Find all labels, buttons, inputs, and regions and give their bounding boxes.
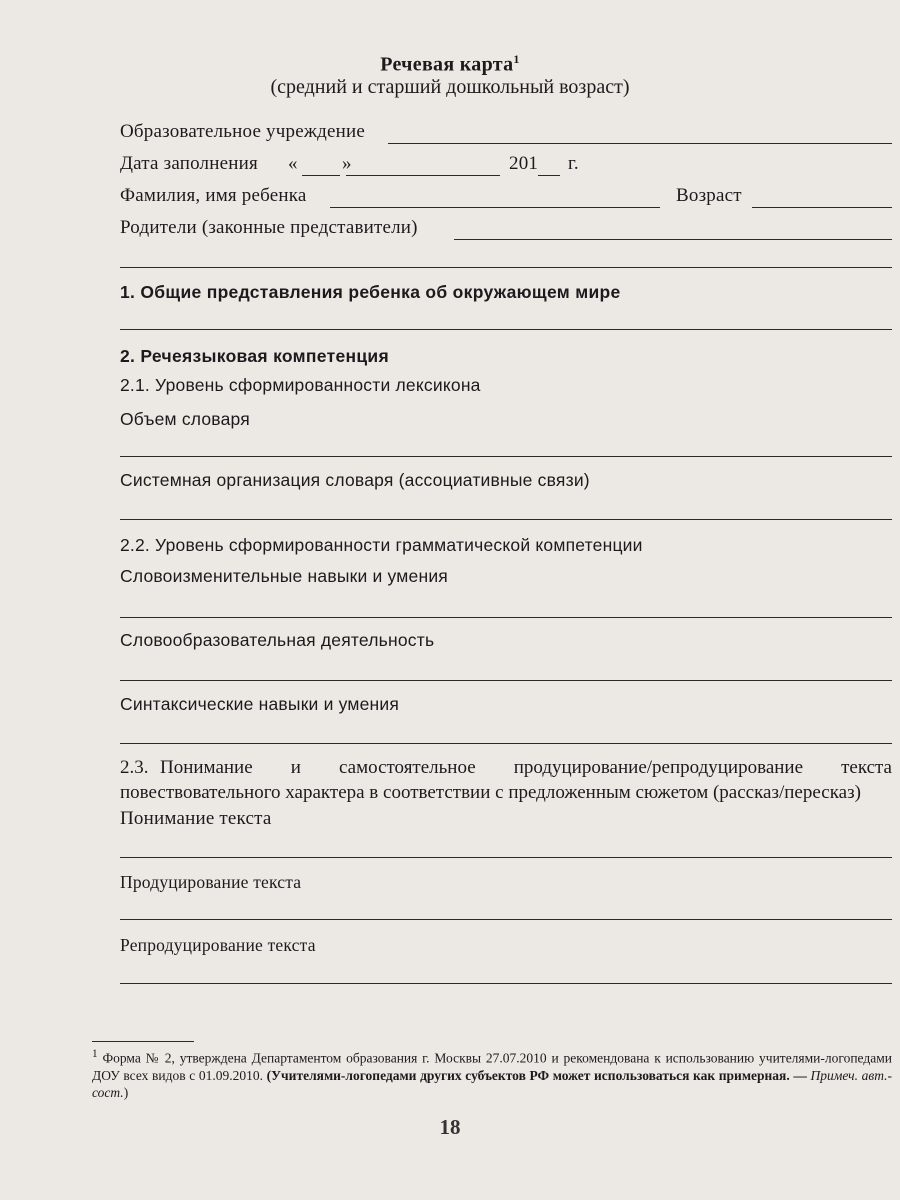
- production-label: Продуцирование текста: [120, 872, 302, 892]
- date-day-field[interactable]: [302, 175, 340, 176]
- word-formation-field[interactable]: [120, 680, 892, 681]
- child-name-field[interactable]: [330, 207, 660, 208]
- parents-field-continued[interactable]: [120, 267, 892, 268]
- date-close-quote: »: [342, 153, 352, 174]
- syntax-label: Синтаксические навыки и умения: [120, 694, 400, 714]
- child-name-row: [120, 184, 892, 210]
- vocab-volume-field[interactable]: [120, 456, 892, 457]
- vocab-system-label: Системная организация словаря (ассоциативные связи): [120, 470, 590, 490]
- date-row: [120, 152, 892, 178]
- parents-label: Родители (законные представители): [120, 217, 418, 238]
- page-number: 18: [439, 1115, 461, 1139]
- comprehension-field[interactable]: [120, 857, 892, 858]
- comprehension-label: Понимание текста: [120, 808, 272, 829]
- age-field[interactable]: [752, 207, 892, 208]
- reproduction-label: Репродуцирование текста: [120, 935, 316, 955]
- reproduction-field[interactable]: [120, 983, 892, 984]
- parents-field[interactable]: [454, 239, 892, 240]
- date-label: Дата заполнения: [120, 153, 258, 174]
- inflection-field[interactable]: [120, 617, 892, 618]
- date-month-field[interactable]: [346, 175, 500, 176]
- section-2-heading: 2. Речеязыковая компетенция: [120, 346, 389, 366]
- syntax-field[interactable]: [120, 743, 892, 744]
- date-year-field[interactable]: [538, 175, 560, 176]
- section-2-2-heading: 2.2. Уровень сформированности грамматической компетенции: [120, 535, 643, 555]
- vocab-volume-label: Объем словаря: [120, 409, 250, 429]
- footnote-rule: [92, 1041, 194, 1042]
- section-2-1-heading: 2.1. Уровень сформированности лексикона: [120, 375, 481, 395]
- institution-row: [120, 120, 892, 146]
- page-subtitle: (средний и старший дошкольный возраст): [270, 76, 630, 98]
- section-2-3-heading: 2.3. Понимание и самостоятельное продуцирование/репродуцирование текста повествовательного характера в соответствии с предложенным сюжетом (рассказ/пересказ): [120, 757, 892, 803]
- word-formation-label: Словообразовательная деятельность: [120, 630, 435, 650]
- inflection-label: Словоизменительные навыки и умения: [120, 566, 448, 586]
- footnote: $^1$ Форма № 2, утверждена Департаментом образования г. Москвы 27.07.2010 и рекомендована к использованию учителями-логопедами ДОУ всех видов с 01.09.2010. (Учителями-логопедами других субъектов РФ может использоваться как примерная. — Примеч. авт.-сост.): [92, 1048, 893, 1100]
- footnote-mark: 1: [513, 52, 520, 66]
- age-label: Возраст: [676, 185, 742, 206]
- institution-field[interactable]: [388, 143, 892, 144]
- child-name-label: Фамилия, имя ребенка: [120, 185, 307, 206]
- section-1-field[interactable]: [120, 329, 892, 330]
- section-1-heading: 1. Общие представления ребенка об окружающем мире: [120, 282, 621, 302]
- year-suffix: г.: [568, 153, 579, 174]
- institution-label: Образовательное учреждение: [120, 121, 366, 142]
- parents-row: [120, 216, 892, 242]
- production-field[interactable]: [120, 919, 892, 920]
- page-title: Речевая карта$^1$: [380, 52, 520, 76]
- year-prefix: 201: [509, 153, 539, 174]
- date-open-quote: «: [288, 153, 298, 174]
- vocab-system-field[interactable]: [120, 519, 892, 520]
